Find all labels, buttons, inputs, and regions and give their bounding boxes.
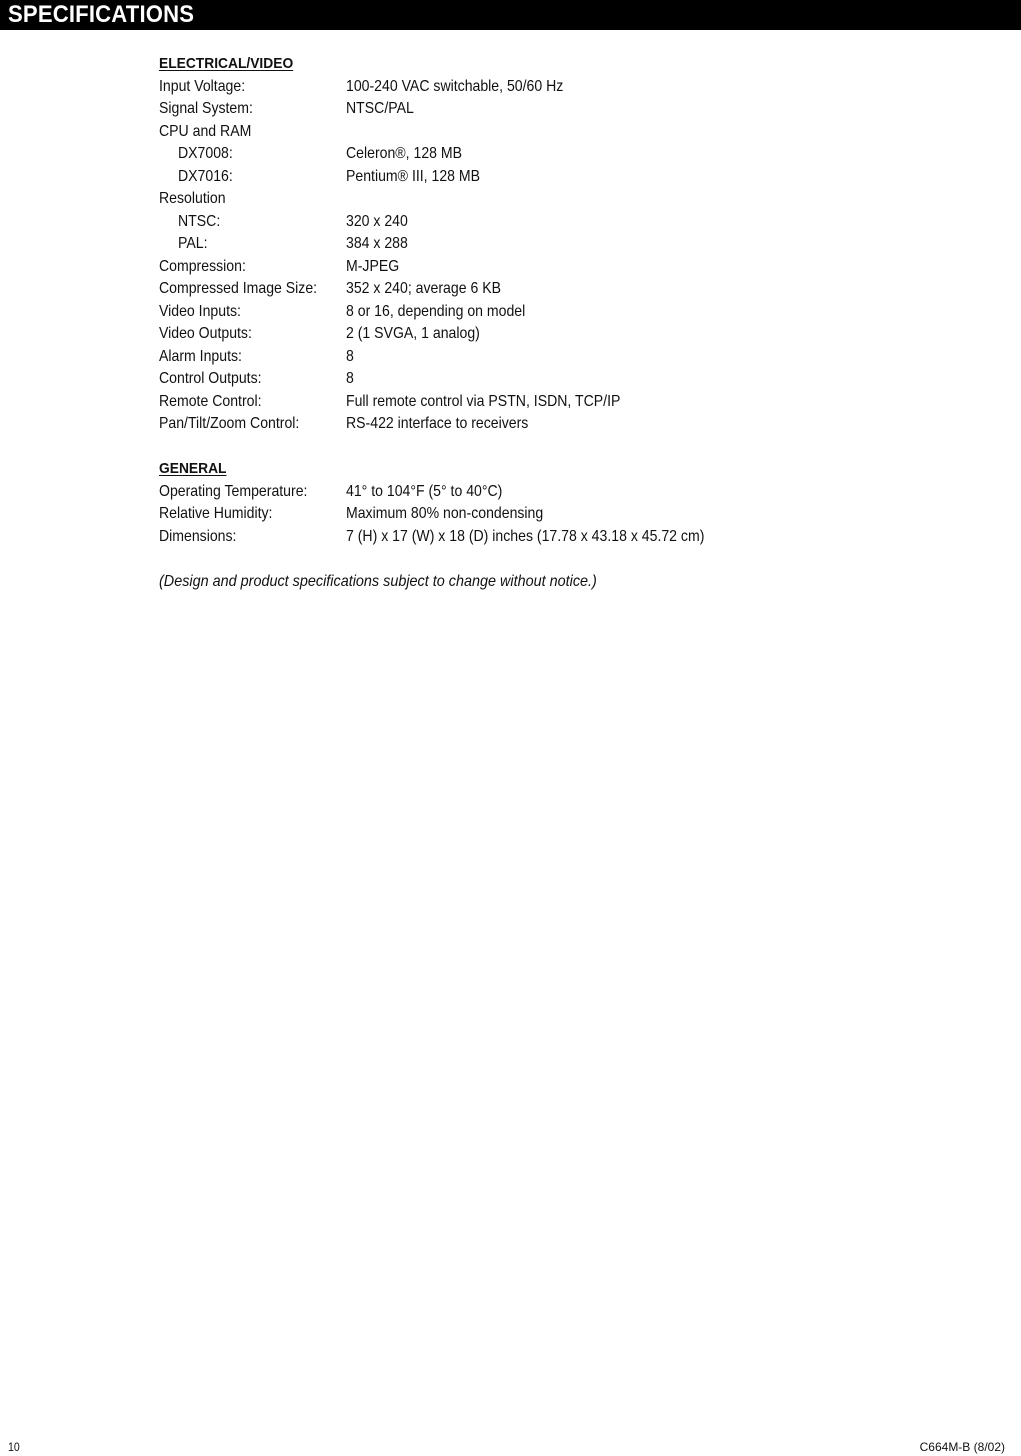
spec-value: NTSC/PAL: [346, 100, 414, 117]
spec-label: Operating Temperature:: [159, 482, 308, 500]
spec-label: Relative Humidity:: [159, 505, 273, 522]
spec-row-cpu-ram: [159, 121, 939, 144]
disclaimer-note: (Design and product specifications subject to change without notice.): [159, 572, 597, 590]
section-heading-general: GENERAL: [159, 460, 227, 477]
spec-value: 41° to 104°F (5° to 40°C): [346, 482, 503, 500]
spec-value: 8: [346, 347, 354, 365]
spec-label: Control Outputs:: [159, 370, 262, 387]
spec-value: 320 x 240: [346, 212, 408, 230]
spec-value: Maximum 80% non-condensing: [346, 505, 544, 522]
spec-row-signal-system: [159, 98, 939, 121]
spec-row-control-outputs: [159, 368, 939, 391]
spec-row-compressed-image-size: [159, 278, 939, 301]
spec-value: 352 x 240; average 6 KB: [346, 280, 501, 297]
spec-value: Pentium® III, 128 MB: [346, 167, 481, 185]
spec-label: Pan/Tilt/Zoom Control:: [159, 415, 300, 432]
section-spacer: [159, 436, 939, 459]
spec-value: 100-240 VAC switchable, 50/60 Hz: [346, 77, 564, 95]
spec-label: Resolution: [159, 190, 226, 207]
spec-value: 8: [346, 370, 354, 387]
section-spacer: [159, 548, 939, 571]
spec-value: RS-422 interface to receivers: [346, 415, 529, 432]
spec-label: Compression:: [159, 257, 246, 275]
spec-value: 2 (1 SVGA, 1 analog): [346, 325, 480, 342]
spec-row-dx7016: [159, 166, 939, 189]
spec-value: Full remote control via PSTN, ISDN, TCP/IP: [346, 392, 621, 410]
spec-label: PAL:: [178, 235, 208, 252]
header-bar: [0, 0, 1021, 30]
spec-value: Celeron®, 128 MB: [346, 145, 463, 162]
spec-label: Compressed Image Size:: [159, 280, 318, 297]
spec-row-ntsc: [159, 211, 939, 234]
page-number: 10: [8, 1440, 20, 1454]
spec-label: Input Voltage:: [159, 77, 246, 95]
spec-row-operating-temperature: [159, 481, 939, 504]
spec-label: Video Inputs:: [159, 302, 241, 320]
spec-label: Signal System:: [159, 100, 253, 117]
spec-row-ptz-control: [159, 413, 939, 436]
spec-label: Remote Control:: [159, 392, 262, 410]
spec-value: 7 (H) x 17 (W) x 18 (D) inches (17.78 x 43.18 x 45.72 cm): [346, 527, 705, 545]
spec-label: Dimensions:: [159, 527, 237, 545]
spec-value: 8 or 16, depending on model: [346, 302, 526, 320]
spec-row-alarm-inputs: [159, 346, 939, 369]
spec-label: DX7016:: [178, 167, 233, 185]
spec-value: 384 x 288: [346, 235, 408, 252]
spec-label: CPU and RAM: [159, 122, 252, 140]
spec-row-resolution: [159, 188, 939, 211]
spec-content: [159, 53, 939, 593]
spec-label: Alarm Inputs:: [159, 347, 242, 365]
spec-row-relative-humidity: [159, 503, 939, 526]
spec-row-pal: [159, 233, 939, 256]
spec-row-remote-control: [159, 391, 939, 414]
spec-row-dimensions: [159, 526, 939, 549]
spec-label: Video Outputs:: [159, 325, 252, 342]
page-title: SPECIFICATIONS: [8, 1, 195, 28]
spec-label: DX7008:: [178, 145, 233, 162]
spec-value: M-JPEG: [346, 257, 400, 275]
spec-row-compression: [159, 256, 939, 279]
section-heading-electrical: ELECTRICAL/VIDEO: [159, 55, 294, 72]
spec-row-video-inputs: [159, 301, 939, 324]
spec-row-video-outputs: [159, 323, 939, 346]
document-code: C664M-B (8/02): [919, 1440, 1005, 1454]
spec-row-dx7008: [159, 143, 939, 166]
spec-label: NTSC:: [178, 212, 221, 230]
spec-row-input-voltage: [159, 76, 939, 99]
